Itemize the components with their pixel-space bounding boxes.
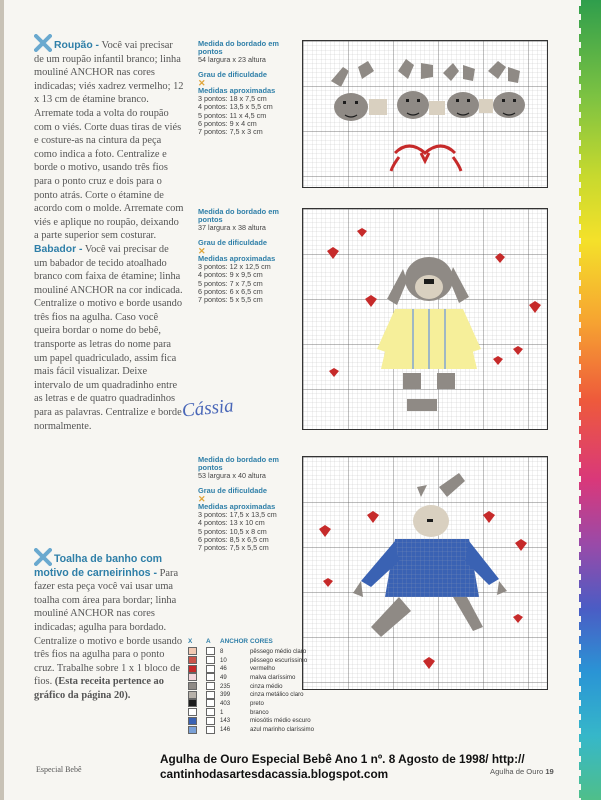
chart1-measure: 3 pontos: 18 x 7,5 cm — [198, 94, 267, 104]
babador-heading: Babador - — [34, 243, 83, 255]
backstitch-swatch — [206, 647, 215, 655]
chart3-measure: 4 pontos: 13 x 10 cm — [198, 518, 265, 528]
color-name: vermelho — [250, 665, 276, 673]
chart1-title: Medida do bordado em pontos — [198, 39, 279, 57]
chart3-measure: 5 pontos: 10,5 x 8 cm — [198, 526, 267, 536]
color-swatch — [188, 665, 197, 673]
anchor-code: 143 — [220, 717, 231, 725]
color-swatch — [188, 699, 197, 707]
color-name: cinza médio — [250, 682, 283, 690]
backstitch-swatch — [206, 682, 215, 690]
backstitch-swatch — [206, 726, 215, 734]
anchor-code: 399 — [220, 691, 231, 699]
color-swatch — [188, 673, 197, 681]
chart1-cross-stitch-grid — [302, 40, 548, 188]
toalha-reference: (Esta receita pertence ao gráfico da página 20). — [34, 676, 164, 701]
chart2-title: Medida do bordado em pontos — [198, 207, 279, 225]
chart2-info — [198, 208, 302, 304]
artist-signature: Cássia — [180, 395, 235, 422]
chart3-title: Medida do bordado em pontos — [198, 455, 279, 473]
legend-row — [188, 656, 348, 665]
legend-row — [188, 664, 348, 673]
color-name: preto — [250, 699, 264, 707]
chart3-difficulty-label: Grau de dificuldade — [198, 485, 267, 495]
color-swatch — [188, 717, 197, 725]
color-name: miosótis médio escuro — [250, 717, 311, 725]
page-spine-shadow — [0, 0, 4, 800]
color-name: branco — [250, 708, 269, 716]
chart3-measure: 3 pontos: 17,5 x 13,5 cm — [198, 510, 277, 520]
footer-left: Especial Bebê — [36, 765, 82, 774]
legend-row — [188, 673, 348, 682]
color-name: malva claríssimo — [250, 673, 296, 681]
color-name: pêssego médio claro — [250, 647, 307, 655]
chart3-size: 53 largura x 40 altura — [198, 471, 266, 481]
anchor-code: 1 — [220, 708, 224, 716]
roupao-heading: Roupão - — [54, 40, 100, 51]
chart2-measure: 7 pontos: 5 x 5,5 cm — [198, 295, 263, 305]
chart2-measure: 4 pontos: 9 x 9,5 cm — [198, 270, 263, 280]
anchor-code: 8 — [220, 647, 224, 655]
backstitch-swatch — [206, 673, 215, 681]
thread-legend — [188, 636, 348, 734]
color-name: cinza metálico claro — [250, 691, 304, 699]
anchor-code: 10 — [220, 656, 227, 664]
instructions-column — [34, 34, 184, 433]
chart2-measure: 5 pontos: 7 x 7,5 cm — [198, 278, 263, 288]
color-swatch — [188, 682, 197, 690]
toalha-heading: Toalha de banho com motivo de carneirinhos - — [34, 553, 163, 579]
chart1-info — [198, 40, 302, 136]
legend-row — [188, 725, 348, 734]
difficulty-x-icon: ✕ — [198, 245, 206, 256]
color-name: pêssego escuríssimo — [250, 656, 308, 664]
source-caption: Agulha de Ouro Especial Bebê Ano 1 nº. 8 Agosto de 1998/ http:// cantinhodasartesdacassia.blogspot.com — [160, 752, 525, 781]
legend-row — [188, 690, 348, 699]
chart2-cross-stitch-grid — [302, 208, 548, 430]
chart2-measure: 6 pontos: 6 x 6,5 cm — [198, 286, 263, 296]
legend-header-a: A — [206, 638, 211, 645]
color-swatch — [188, 726, 197, 734]
backstitch-swatch — [206, 691, 215, 699]
backstitch-swatch — [206, 665, 215, 673]
legend-header-x: X — [188, 638, 193, 645]
babador-paragraph — [34, 243, 184, 433]
chart3-measure: 6 pontos: 8,5 x 6,5 cm — [198, 534, 269, 544]
footer-magazine: Agulha de Ouro — [490, 767, 544, 776]
chart1-measure: 4 pontos: 13,5 x 5,5 cm — [198, 102, 273, 112]
chart2-size: 37 largura x 38 altura — [198, 223, 266, 233]
legend-row — [188, 717, 348, 726]
chart1-measure: 6 pontos: 9 x 4 cm — [198, 118, 257, 128]
legend-header-cores: CORES — [250, 638, 273, 645]
cross-stitch-x-icon — [34, 34, 52, 52]
legend-row — [188, 647, 348, 656]
chart1-measure: 7 pontos: 7,5 x 3 cm — [198, 127, 263, 137]
anchor-code: 403 — [220, 699, 231, 707]
chart1-difficulty-label: Grau de dificuldade — [198, 69, 267, 79]
chart1-measure: 5 pontos: 11 x 4,5 cm — [198, 110, 267, 120]
anchor-code: 49 — [220, 673, 227, 681]
legend-row — [188, 682, 348, 691]
backstitch-swatch — [206, 717, 215, 725]
chart2-measure: 3 pontos: 12 x 12,5 cm — [198, 262, 271, 272]
backstitch-swatch — [206, 656, 215, 664]
chart3-measure: 7 pontos: 7,5 x 5,5 cm — [198, 543, 269, 553]
anchor-code: 235 — [220, 682, 231, 690]
legend-row — [188, 708, 348, 717]
page-number: 19 — [545, 767, 554, 776]
legend-row — [188, 699, 348, 708]
toalha-section — [34, 548, 184, 703]
babador-text: Você vai precisar de um babador de tecido atoalhado branco com faixa de étamine; linha mouliné ANCHOR na cor indicada. Centralize o motivo e borde usando três fios na agulha. Caso você queira bordar o nome do bebê, transporte as letras do nome para um papel quadriculado, assim fica mais fácil visualizar. Deixe intervalo de um quadradinho entre as letras e de quatro quadradinhos para as palavras. Centralize e borde normalmente. — [34, 243, 183, 432]
toalha-paragraph — [34, 548, 184, 703]
color-swatch — [188, 656, 197, 664]
difficulty-x-icon: ✕ — [198, 493, 206, 504]
backstitch-swatch — [206, 699, 215, 707]
toalha-text: Para fazer esta peça você vai usar uma toalha com área para bordar; linha mouliné ANCHOR nas cores indicadas; agulha para bordado. Centralize o motivo e borde usando três fios na agulha para o ponto cruz. Trabalhe sobre 1 x 1 bloco de fios. — [34, 567, 183, 688]
cross-stitch-x-icon — [34, 548, 52, 566]
backstitch-swatch — [206, 708, 215, 716]
roupao-paragraph — [34, 34, 184, 243]
chart2-measures-label: Medidas aproximadas — [198, 254, 276, 264]
color-swatch — [188, 708, 197, 716]
chart1-size: 54 largura x 23 altura — [198, 55, 266, 65]
difficulty-x-icon: ✕ — [198, 77, 206, 88]
chart3-measures-label: Medidas aproximadas — [198, 502, 276, 512]
color-swatch — [188, 691, 197, 699]
color-name: azul marinho claríssimo — [250, 726, 315, 734]
chart3-info — [198, 456, 302, 552]
legend-header-anchor: ANCHOR — [220, 638, 249, 645]
chart2-difficulty-label: Grau de dificuldade — [198, 237, 267, 247]
color-swatch — [188, 647, 197, 655]
roupao-text: Você vai precisar de um roupão infantil branco; linha mouliné ANCHOR nas cores indicadas; viés xadrez vermelho; 12 x 13 cm de étamine branco. Arremate toda a volta do roupão com o viés. Corte duas tiras de viés e costure-as na cintura da peça como indica a foto. Centralize e borde o motivo, usando três fios para o ponto cruz e dois para o ponto atrás. Corte o étamine de acordo com o molde. Arremate com viés e aplique no roupão, deixando a parte superior sem costurar. — [34, 40, 184, 242]
anchor-code: 146 — [220, 726, 231, 734]
chart1-measures-label: Medidas aproximadas — [198, 86, 276, 96]
footer-right — [490, 767, 554, 776]
rainbow-page-edge — [579, 0, 601, 800]
anchor-code: 46 — [220, 665, 227, 673]
